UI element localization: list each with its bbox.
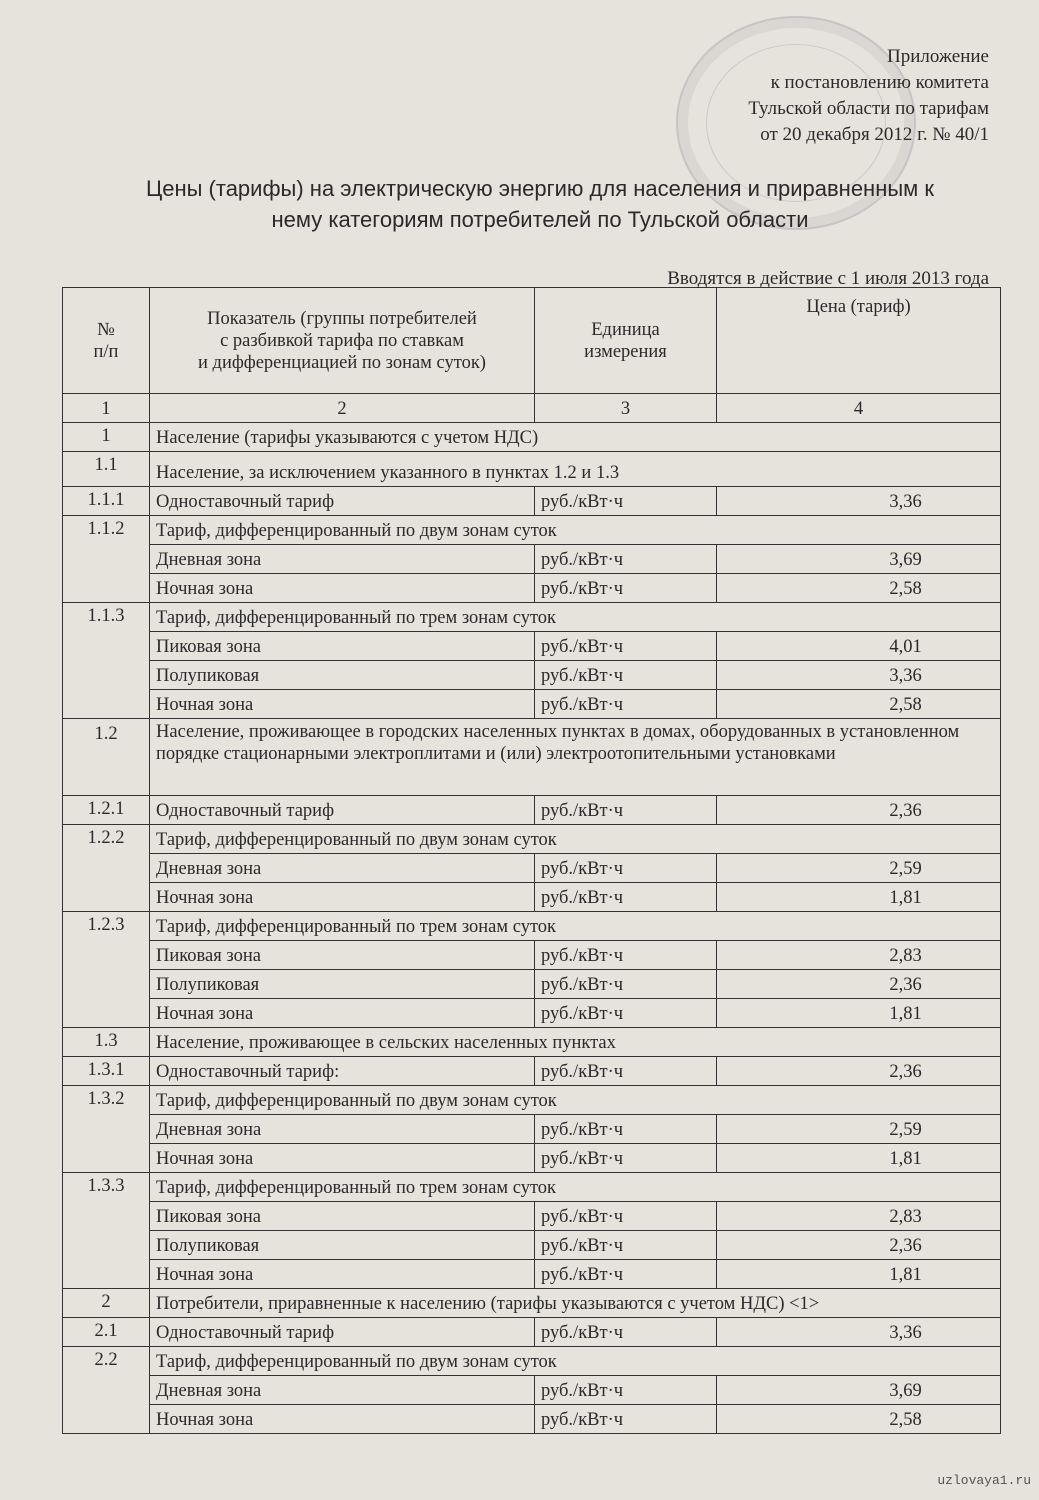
row-name: Потребители, приравненные к населению (тарифы указываются с учетом НДС) <1> — [150, 1289, 1001, 1318]
site-watermark: uzlovaya1.ru — [937, 1473, 1031, 1488]
row-price: 2,36 — [717, 796, 1001, 825]
table-row — [63, 1260, 1001, 1289]
row-number: 2 — [63, 1289, 150, 1318]
row-price: 2,36 — [717, 1231, 1001, 1260]
row-unit: руб./кВт·ч — [535, 1318, 717, 1347]
header-col-number: 4 — [717, 394, 1001, 423]
table-row — [63, 1173, 1001, 1202]
row-name: Тариф, дифференцированный по двум зонам суток — [150, 825, 1001, 854]
row-number: 1.3.1 — [63, 1057, 150, 1086]
table-row — [63, 796, 1001, 825]
row-number: 1.3.3 — [63, 1173, 150, 1289]
table-row — [63, 719, 1001, 796]
row-price: 3,36 — [717, 1318, 1001, 1347]
row-unit: руб./кВт·ч — [535, 1376, 717, 1405]
table-row — [63, 423, 1001, 452]
row-name: Дневная зона — [150, 1376, 535, 1405]
table-row — [63, 1202, 1001, 1231]
row-price: 2,59 — [717, 1115, 1001, 1144]
row-name: Пиковая зона — [150, 941, 535, 970]
appendix-line: Тульской области по тарифам — [748, 98, 989, 119]
table-row — [63, 1318, 1001, 1347]
table-row — [63, 574, 1001, 603]
table-row — [63, 1115, 1001, 1144]
row-name: Ночная зона — [150, 1405, 535, 1434]
table-row — [63, 1289, 1001, 1318]
row-price: 1,81 — [717, 999, 1001, 1028]
header-number: № п/п — [63, 288, 150, 394]
row-price: 2,83 — [717, 1202, 1001, 1231]
row-unit: руб./кВт·ч — [535, 1231, 717, 1260]
document-title — [40, 173, 1039, 235]
row-price: 2,36 — [717, 1057, 1001, 1086]
row-unit: руб./кВт·ч — [535, 632, 717, 661]
row-price: 3,36 — [717, 487, 1001, 516]
row-unit: руб./кВт·ч — [535, 1202, 717, 1231]
row-name: Население, проживающее в городских населенных пунктах в домах, оборудованных в установленном порядке стационарными электроплитами и (или) электроотопительными установками — [150, 719, 1001, 796]
row-number: 1.1.2 — [63, 516, 150, 603]
table-row — [63, 632, 1001, 661]
row-price: 2,58 — [717, 574, 1001, 603]
row-unit: руб./кВт·ч — [535, 1260, 717, 1289]
appendix-line: к постановлению комитета — [770, 72, 989, 93]
row-price: 2,58 — [717, 690, 1001, 719]
row-unit: руб./кВт·ч — [535, 1115, 717, 1144]
row-price: 1,81 — [717, 1260, 1001, 1289]
title-line: нему категориям потребителей по Тульской области — [271, 207, 809, 232]
row-name: Население (тарифы указываются с учетом НДС) — [150, 423, 1001, 452]
row-name: Тариф, дифференцированный по трем зонам суток — [150, 603, 1001, 632]
appendix-line: от 20 декабря 2012 г. № 40/1 — [760, 124, 989, 145]
row-number: 1 — [63, 423, 150, 452]
row-name: Ночная зона — [150, 690, 535, 719]
row-unit: руб./кВт·ч — [535, 1144, 717, 1173]
header-col-number: 2 — [150, 394, 535, 423]
table-row — [63, 603, 1001, 632]
table-row — [63, 690, 1001, 719]
row-name: Одноставочный тариф — [150, 1318, 535, 1347]
row-price: 2,83 — [717, 941, 1001, 970]
tariff-table — [62, 287, 1001, 1434]
row-unit: руб./кВт·ч — [535, 487, 717, 516]
row-unit: руб./кВт·ч — [535, 796, 717, 825]
row-price: 3,69 — [717, 1376, 1001, 1405]
row-name: Одноставочный тариф: — [150, 1057, 535, 1086]
row-name: Одноставочный тариф — [150, 487, 535, 516]
table-row — [63, 883, 1001, 912]
row-name: Полупиковая — [150, 1231, 535, 1260]
row-unit: руб./кВт·ч — [535, 854, 717, 883]
table-row — [63, 545, 1001, 574]
row-number: 1.2.3 — [63, 912, 150, 1028]
row-number: 1.2.2 — [63, 825, 150, 912]
row-name: Дневная зона — [150, 545, 535, 574]
row-name: Тариф, дифференцированный по трем зонам суток — [150, 1173, 1001, 1202]
title-line: Цены (тарифы) на электрическую энергию для населения и приравненным к — [145, 176, 935, 201]
row-number: 2.2 — [63, 1347, 150, 1434]
table-row — [63, 1057, 1001, 1086]
table-row — [63, 1347, 1001, 1376]
effective-date: Вводятся в действие с 1 июля 2013 года — [667, 268, 989, 289]
appendix-line: Приложение — [887, 46, 989, 67]
table-row — [63, 516, 1001, 545]
table-row — [63, 854, 1001, 883]
row-unit: руб./кВт·ч — [535, 1057, 717, 1086]
table-row — [63, 912, 1001, 941]
header-col-number: 1 — [63, 394, 150, 423]
row-number: 2.1 — [63, 1318, 150, 1347]
table-row — [63, 1086, 1001, 1115]
row-name: Тариф, дифференцированный по трем зонам суток — [150, 912, 1001, 941]
header-indicator: Показатель (группы потребителей с разбивкой тарифа по ставкам и дифференциацией по зонам суток) — [150, 288, 535, 394]
row-number: 1.1 — [63, 452, 150, 487]
row-number: 1.3.2 — [63, 1086, 150, 1173]
row-name: Пиковая зона — [150, 632, 535, 661]
row-name: Дневная зона — [150, 1115, 535, 1144]
row-name: Тариф, дифференцированный по двум зонам суток — [150, 1347, 1001, 1376]
table-row — [63, 1405, 1001, 1434]
table-row — [63, 941, 1001, 970]
row-name: Дневная зона — [150, 854, 535, 883]
row-name: Население, за исключением указанного в пунктах 1.2 и 1.3 — [150, 452, 1001, 487]
row-name: Полупиковая — [150, 661, 535, 690]
table-row — [63, 825, 1001, 854]
row-unit: руб./кВт·ч — [535, 941, 717, 970]
row-number: 1.3 — [63, 1028, 150, 1057]
row-name: Ночная зона — [150, 999, 535, 1028]
table-row — [63, 999, 1001, 1028]
row-name: Ночная зона — [150, 1260, 535, 1289]
row-price: 3,69 — [717, 545, 1001, 574]
row-price: 3,36 — [717, 661, 1001, 690]
row-number: 1.1.1 — [63, 487, 150, 516]
row-price: 1,81 — [717, 1144, 1001, 1173]
row-unit: руб./кВт·ч — [535, 883, 717, 912]
row-name: Ночная зона — [150, 1144, 535, 1173]
table-row — [63, 970, 1001, 999]
header-price: Цена (тариф) — [717, 288, 1001, 394]
row-number: 1.2 — [63, 719, 150, 796]
row-name: Тариф, дифференцированный по двум зонам суток — [150, 1086, 1001, 1115]
table-row — [63, 487, 1001, 516]
row-unit: руб./кВт·ч — [535, 545, 717, 574]
row-price: 2,36 — [717, 970, 1001, 999]
appendix-block — [748, 44, 989, 148]
row-unit: руб./кВт·ч — [535, 690, 717, 719]
row-price: 2,59 — [717, 854, 1001, 883]
table-row — [63, 1376, 1001, 1405]
header-col-number: 3 — [535, 394, 717, 423]
header-unit: Единица измерения — [535, 288, 717, 394]
row-unit: руб./кВт·ч — [535, 1405, 717, 1434]
header-row — [63, 288, 1001, 394]
row-unit: руб./кВт·ч — [535, 661, 717, 690]
row-price: 1,81 — [717, 883, 1001, 912]
table-row — [63, 1144, 1001, 1173]
row-number: 1.1.3 — [63, 603, 150, 719]
table-row — [63, 1231, 1001, 1260]
row-price: 2,58 — [717, 1405, 1001, 1434]
table-row — [63, 661, 1001, 690]
row-number: 1.2.1 — [63, 796, 150, 825]
row-unit: руб./кВт·ч — [535, 970, 717, 999]
row-name: Тариф, дифференцированный по двум зонам суток — [150, 516, 1001, 545]
row-unit: руб./кВт·ч — [535, 999, 717, 1028]
table-row — [63, 1028, 1001, 1057]
row-name: Одноставочный тариф — [150, 796, 535, 825]
row-name: Ночная зона — [150, 574, 535, 603]
row-name: Пиковая зона — [150, 1202, 535, 1231]
row-name: Ночная зона — [150, 883, 535, 912]
row-name: Полупиковая — [150, 970, 535, 999]
row-price: 4,01 — [717, 632, 1001, 661]
row-name: Население, проживающее в сельских населенных пунктах — [150, 1028, 1001, 1057]
table-row — [63, 452, 1001, 487]
header-number-row — [63, 394, 1001, 423]
row-unit: руб./кВт·ч — [535, 574, 717, 603]
